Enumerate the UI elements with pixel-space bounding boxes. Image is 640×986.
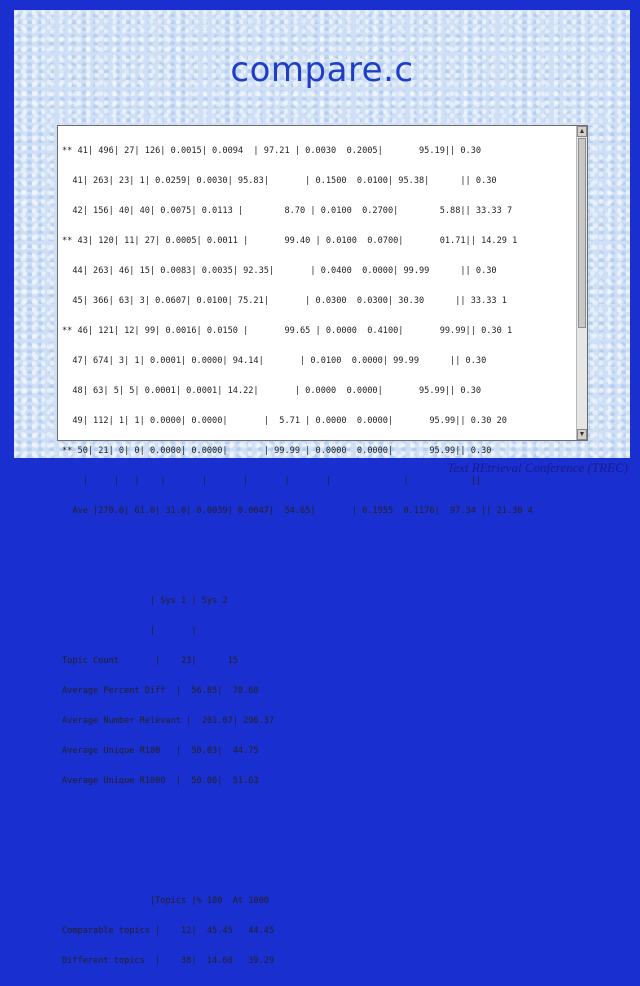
comparison-row: Different topics | 38| 14.60 39.29 bbox=[62, 956, 275, 966]
conference-footer: Text REtrieval Conference (TREC) bbox=[447, 460, 628, 475]
table-row: 48| 63| 5| 5| 0.0001| 0.0001| 14.22| | 0.0000 0.0000| 95.99|| 0.30 bbox=[62, 386, 482, 396]
average-row: Ave |270.0| 61.0| 31.0| 0.0039| 0.0047| 54.65| | 0.1955 0.1176| 97.34 || 21.30 4 bbox=[62, 506, 533, 516]
table-row: ** 46| 121| 12| 99| 0.0016| 0.0150 | 99.65 | 0.0000 0.4100| 99.99|| 0.30 1 bbox=[62, 326, 513, 336]
table-row: 41| 263| 23| 1| 0.0259| 0.0030| 95.83| | 0.1500 0.0100| 95.38| || 0.30 bbox=[62, 176, 497, 186]
summary-row: Topic Count | 23| 15 bbox=[62, 656, 238, 666]
slide-title: compare.c bbox=[230, 50, 414, 90]
table-row: ** 43| 120| 11| 27| 0.0005| 0.0011 | 99.40 | 0.0100 0.0700| 01.71|| 14.29 1 bbox=[62, 236, 518, 246]
vertical-scrollbar[interactable] bbox=[576, 126, 587, 440]
table-row: 47| 674| 3| 1| 0.0001| 0.0000| 94.14| | 0.0100 0.0000| 99.99 || 0.30 bbox=[62, 356, 487, 366]
scroll-down-arrow-icon[interactable]: ▼ bbox=[578, 431, 586, 438]
table-row: 49| 112| 1| 1| 0.0000| 0.0000| | 5.71 | 0.0000 0.0000| 95.99|| 0.30 20 bbox=[62, 416, 507, 426]
summary-header: | Sys 1 | Sys 2 bbox=[62, 596, 228, 606]
table-row: ** 41| 496| 27| 126| 0.0015| 0.0094 | 97.21 | 0.0030 0.2005| 95.19|| 0.30 bbox=[62, 146, 482, 156]
summary-divider: | | bbox=[62, 626, 197, 636]
table-row: ** 50| 21| 0| 0| 0.0000| 0.0000| | 99.99 | 0.0000 0.0000| 95.99|| 0.30 bbox=[62, 446, 492, 456]
table-row: 42| 156| 40| 40| 0.0075| 0.0113 | 8.70 | 0.0100 0.2700| 5.88|| 33.33 7 bbox=[62, 206, 513, 216]
table-row: | | | | | | | | | || bbox=[62, 476, 482, 486]
summary-row: Average Number Relevant | 201.07| 296.37 bbox=[62, 716, 275, 726]
summary-row: Average Unique R100 | 50.03| 44.75 bbox=[62, 746, 259, 756]
comparison-row: Comparable topics | 12| 45.45 44.45 bbox=[62, 926, 275, 936]
scroll-up-arrow-icon[interactable]: ▲ bbox=[578, 128, 586, 135]
comparison-header: |Topics |% 100 At 1000 bbox=[62, 896, 269, 906]
summary-row: Average Percent Diff | 56.85| 70.68 bbox=[62, 686, 259, 696]
table-row: 45| 366| 63| 3| 0.0607| 0.0100| 75.21| | 0.0300 0.0300| 30.30 || 33.33 1 bbox=[62, 296, 507, 306]
scrollbar-thumb[interactable] bbox=[578, 138, 586, 328]
summary-row: Average Unique R1000 | 50.06| 51.63 bbox=[62, 776, 259, 786]
table-row: 44| 263| 46| 15| 0.0083| 0.0035| 92.35| | 0.0400 0.0000| 99.99 || 0.30 bbox=[62, 266, 497, 276]
